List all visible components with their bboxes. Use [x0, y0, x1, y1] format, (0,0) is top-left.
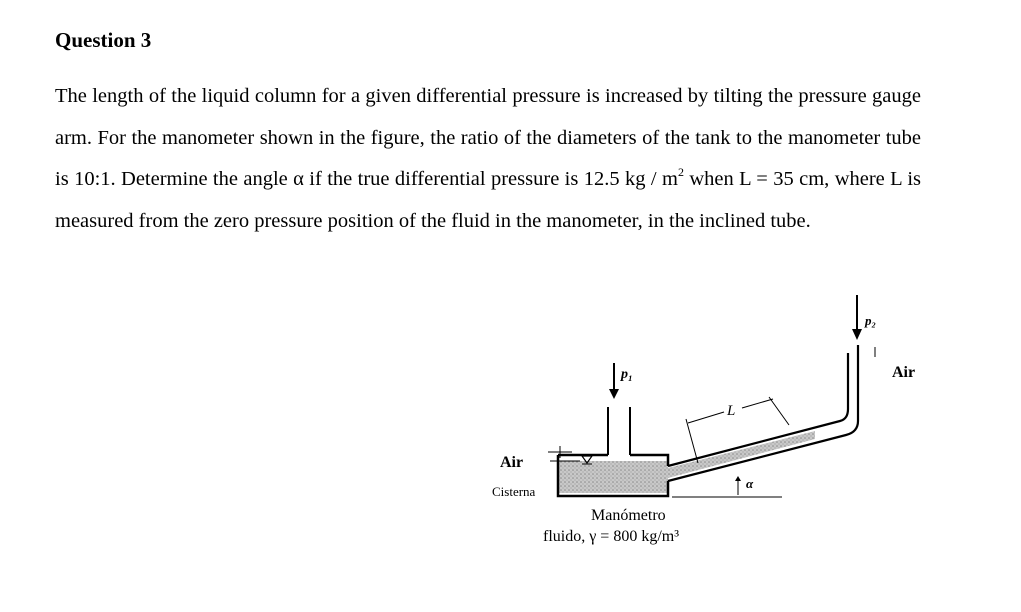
angle-arrow-head	[735, 476, 741, 481]
angle-label: α	[746, 476, 754, 491]
question-text-part1: The length of the liquid column for a given differential pressure is increased by tilting the pressure gauge arm. For the manometer shown in the figure, the ratio of the diameters of the tank to the manometer tube is 10:1. Determine the angle α if the true differential pressure is 12.5 kg / m	[55, 85, 921, 190]
l-dimension-extension-left	[686, 419, 698, 463]
air-left-label: Air	[500, 454, 524, 471]
length-label: L	[727, 403, 736, 419]
l-dimension-extension-right	[769, 397, 789, 425]
manometer-diagram	[480, 285, 916, 560]
manometer-label: Manómetro	[591, 507, 666, 524]
l-dimension-line-left	[688, 412, 724, 423]
question-heading: Question 3	[55, 28, 152, 52]
question-text	[55, 76, 921, 242]
inclined-tube-lower-wall	[668, 345, 858, 481]
fluid-label: fluido, γ = 800 kg/m³	[543, 528, 679, 545]
question-text-part2: when L = 35 cm, where L is measured from the zero pressure position of the fluid in the manometer, in the inclined tube.	[55, 168, 921, 232]
air-right-label: Air	[892, 364, 916, 381]
p1-label: p₁	[621, 367, 633, 382]
tank-liquid	[558, 461, 668, 493]
tank-inlet-pipe	[608, 407, 630, 455]
cisterna-label: Cisterna	[492, 484, 536, 499]
tube-liquid	[668, 431, 815, 478]
p2-label: p₂	[865, 313, 877, 328]
l-dimension-line-right	[742, 399, 773, 408]
superscript-exponent: 2	[677, 165, 684, 179]
p2-arrow-head	[852, 329, 862, 340]
p1-arrow-head	[609, 389, 619, 399]
